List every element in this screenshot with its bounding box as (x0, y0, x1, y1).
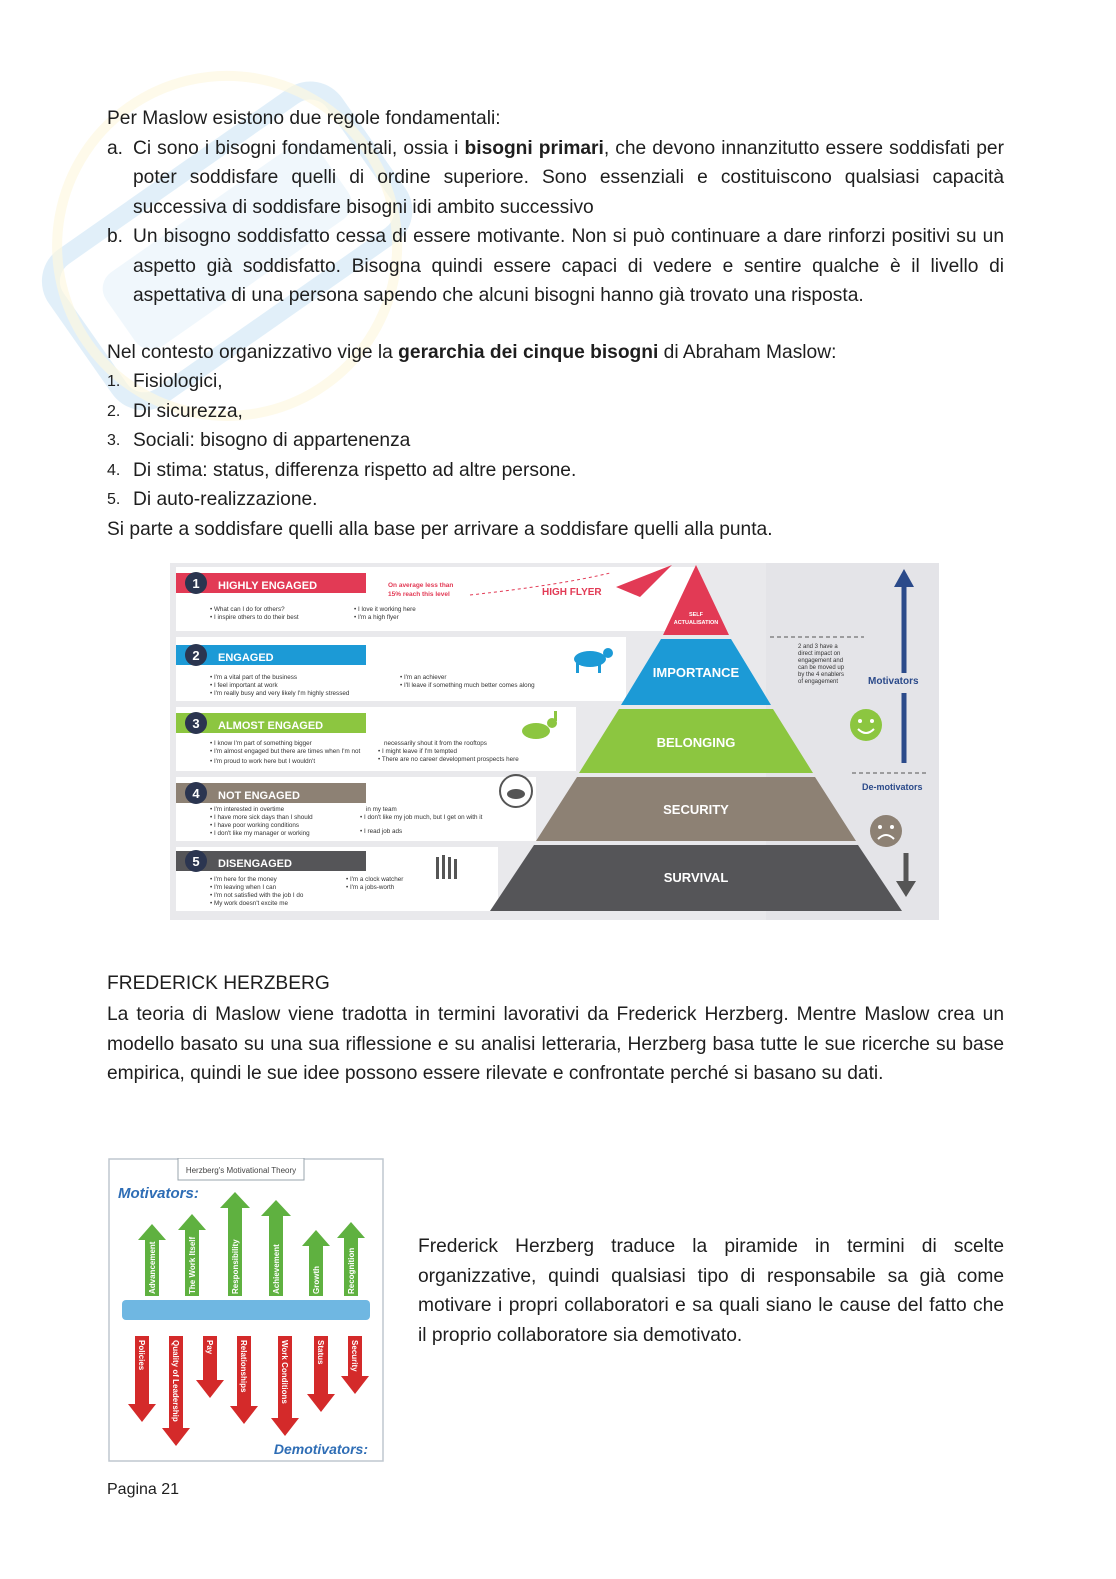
need-1: 1. Fisiologici, (107, 371, 223, 392)
svg-text:De-motivators: De-motivators (862, 782, 923, 792)
svg-text:• I feel important at work: • I feel important at work (210, 682, 278, 689)
need-3: 3. Sociali: bisogno di appartenenza (107, 430, 411, 451)
svg-text:ENGAGED: ENGAGED (218, 652, 274, 664)
level-5-row (176, 847, 498, 911)
svg-text:2: 2 (192, 648, 200, 663)
closing-line: Si parte a soddisfare quelli alla base per arrivare a soddisfare quelli alla punta. (107, 518, 773, 540)
svg-text:• I'm a jobs-worth: • I'm a jobs-worth (346, 884, 395, 891)
level-1-row (176, 565, 696, 631)
svg-text:The Work Itself: The Work Itself (188, 1236, 197, 1294)
svg-text:Work Conditions: Work Conditions (280, 1340, 289, 1404)
separator-bar (122, 1300, 370, 1320)
svg-text:Motivators:: Motivators: (118, 1185, 199, 1202)
svg-text:Recognition: Recognition (347, 1247, 356, 1294)
svg-text:NOT ENGAGED: NOT ENGAGED (218, 790, 300, 802)
svg-text:• I love it working here: • I love it working here (354, 606, 416, 613)
level-4-row (176, 775, 536, 841)
intro-line: Per Maslow esistono due regole fondamentali: (107, 108, 501, 129)
svg-text:HIGHLY ENGAGED: HIGHLY ENGAGED (218, 580, 318, 592)
svg-text:• I might leave if I'm tempted: • I might leave if I'm tempted (378, 748, 458, 755)
text-block-top (107, 104, 1004, 544)
svg-text:2 and 3 have a: 2 and 3 have a (798, 644, 838, 650)
svg-text:• I'm a vital part of the busi: • I'm a vital part of the business (210, 674, 298, 681)
rule-b-marker: b. (107, 226, 124, 247)
svg-text:Status: Status (316, 1340, 325, 1365)
svg-text:• I read job ads: • I read job ads (360, 828, 403, 835)
svg-text:• There are no career developm: • There are no career development prospects here (378, 756, 519, 763)
svg-text:engagement and: engagement and (798, 658, 844, 664)
svg-text:• I know I'm part of something: • I know I'm part of something bigger (210, 740, 312, 747)
page-footer: Pagina 21 (107, 1481, 180, 1498)
svg-text:5: 5 (192, 854, 200, 869)
svg-text:• My work doesn't excite me: • My work doesn't excite me (210, 900, 288, 907)
rule-a-marker: a. (107, 137, 124, 159)
svg-text:BELONGING: BELONGING (656, 735, 736, 750)
happy-face-icon (850, 709, 882, 741)
svg-text:• I have poor working conditio: • I have poor working conditions (210, 822, 300, 829)
svg-text:• I'm leaving when I can: • I'm leaving when I can (210, 884, 277, 891)
svg-text:SELF: SELF (688, 612, 704, 618)
svg-text:Responsibility: Responsibility (231, 1239, 240, 1294)
svg-text:3: 3 (192, 716, 200, 731)
svg-text:Achievement: Achievement (272, 1244, 281, 1294)
svg-text:SURVIVAL: SURVIVAL (663, 870, 729, 885)
rule-b: b. Un bisogno soddisfatto cessa di essere motivante. Non si può continuare a dare rinforzi positivi su un aspetto già soddisfatto. Bisogna quindi essere capaci di vedere e sentire qualche è il livello di aspettativa di una persona sapendo che alcuni bisogni hanno già trovato una risposta. (107, 222, 1004, 311)
svg-text:• I'm not satisfied with the j: • I'm not satisfied with the job I do (210, 892, 304, 899)
svg-text:• What can I do for others?: • What can I do for others? (210, 606, 285, 613)
svg-text:in my team: in my team (366, 806, 397, 813)
svg-text:Pay: Pay (205, 1340, 214, 1355)
svg-text:by the 4 enablers: by the 4 enablers (798, 672, 845, 678)
svg-text:IMPORTANCE: IMPORTANCE (652, 665, 740, 680)
engagement-pyramid-figure (170, 563, 939, 920)
svg-text:• I don't like my job much, bu: • I don't like my job much, but I get on with it (360, 814, 483, 821)
svg-text:Growth: Growth (312, 1266, 321, 1294)
svg-text:• I'm a clock watcher: • I'm a clock watcher (346, 876, 404, 883)
context-line: Nel contesto organizzativo vige la gerarchia dei cinque bisogni di Abraham Maslow: (107, 341, 837, 363)
svg-text:• I inspire others to do their: • I inspire others to do their best (210, 614, 299, 621)
svg-text:• I'm almost engaged but there: • I'm almost engaged but there are times when I'm not (210, 748, 361, 755)
svg-text:On average less than: On average less than (388, 582, 454, 589)
svg-text:Herzberg's Motivational Theory: Herzberg's Motivational Theory (185, 1166, 297, 1175)
herzberg-side-text: Frederick Herzberg traduce la piramide in termini di scelte organizzative, quindi qualsiasi tipo di responsabile sa già come motivare i propri collaboratori e sa quali siano le cause del fatto che il proprio collaboratore sia demotivato. (418, 1236, 1004, 1346)
need-5: 5. Di auto-realizzazione. (107, 489, 318, 510)
rule-a: a. Ci sono i bisogni fondamentali, ossia i bisogni primari, che devono innanzitutto essere soddisfati per poter soddisfare quelli di ordine superiore. Sono essenziali e costituiscono qualsiasi capacità successiva di soddisfare bisogni idi ambito successivo (107, 134, 1004, 223)
svg-text:• I'm proud to work here but I: • I'm proud to work here but I wouldn't (210, 758, 316, 765)
herzberg-title: FREDERICK HERZBERG (107, 973, 330, 994)
svg-text:ALMOST ENGAGED: ALMOST ENGAGED (218, 720, 324, 732)
svg-text:Policies: Policies (137, 1340, 146, 1371)
svg-text:DISENGAGED: DISENGAGED (218, 858, 292, 870)
svg-text:Motivators: Motivators (868, 676, 919, 687)
svg-text:Advancement: Advancement (148, 1241, 157, 1294)
level-2-row (176, 637, 626, 701)
svg-text:1: 1 (192, 576, 200, 591)
svg-text:necessarily shout it from the: necessarily shout it from the rooftops (384, 740, 487, 747)
svg-text:can be moved up: can be moved up (798, 665, 845, 671)
herzberg-paragraph: La teoria di Maslow viene tradotta in termini lavorativi da Frederick Herzberg. Mentre Maslow crea un modello basato su una sua riflessione e su analisi letteraria, Herzberg basa tutte le sue ricerche su base empirica, quindi le sue idee possono essere rilevate e confrontate perché si basano su dati. (107, 1004, 1004, 1084)
svg-text:• I'm an achiever: • I'm an achiever (400, 674, 447, 681)
svg-text:ACTUALISATION: ACTUALISATION (673, 620, 719, 626)
svg-text:Relationships: Relationships (239, 1340, 248, 1393)
svg-text:SECURITY: SECURITY (663, 802, 729, 817)
svg-text:HIGH FLYER: HIGH FLYER (542, 587, 602, 598)
svg-text:• I'm really busy and very lik: • I'm really busy and very likely I'm highly stressed (210, 690, 350, 697)
svg-text:15% reach this level: 15% reach this level (388, 591, 450, 598)
svg-text:• I have more sick days than I: • I have more sick days than I should (210, 814, 313, 821)
svg-text:4: 4 (192, 786, 200, 801)
herzberg-chart (108, 1158, 384, 1462)
svg-text:Security: Security (350, 1340, 359, 1372)
svg-text:direct impact on: direct impact on (798, 651, 841, 657)
svg-text:• I'll leave if something much: • I'll leave if something much better comes along (400, 682, 535, 689)
svg-text:• I'm here for the money: • I'm here for the money (210, 876, 277, 883)
svg-text:Quality of Leadership: Quality of Leadership (171, 1340, 180, 1422)
level-3-row (176, 707, 576, 771)
svg-text:of engagement: of engagement (798, 679, 839, 685)
need-2: 2. Di sicurezza, (107, 400, 243, 422)
svg-text:• I'm a high flyer: • I'm a high flyer (354, 614, 399, 621)
svg-text:Demotivators:: Demotivators: (273, 1441, 368, 1457)
sad-face-icon (870, 815, 902, 847)
svg-text:• I don't like my manager or w: • I don't like my manager or working (210, 830, 310, 837)
need-4: 4. Di stima: status, differenza rispetto ad altre persone. (107, 459, 577, 481)
svg-text:• I'm interested in overtime: • I'm interested in overtime (210, 806, 285, 813)
